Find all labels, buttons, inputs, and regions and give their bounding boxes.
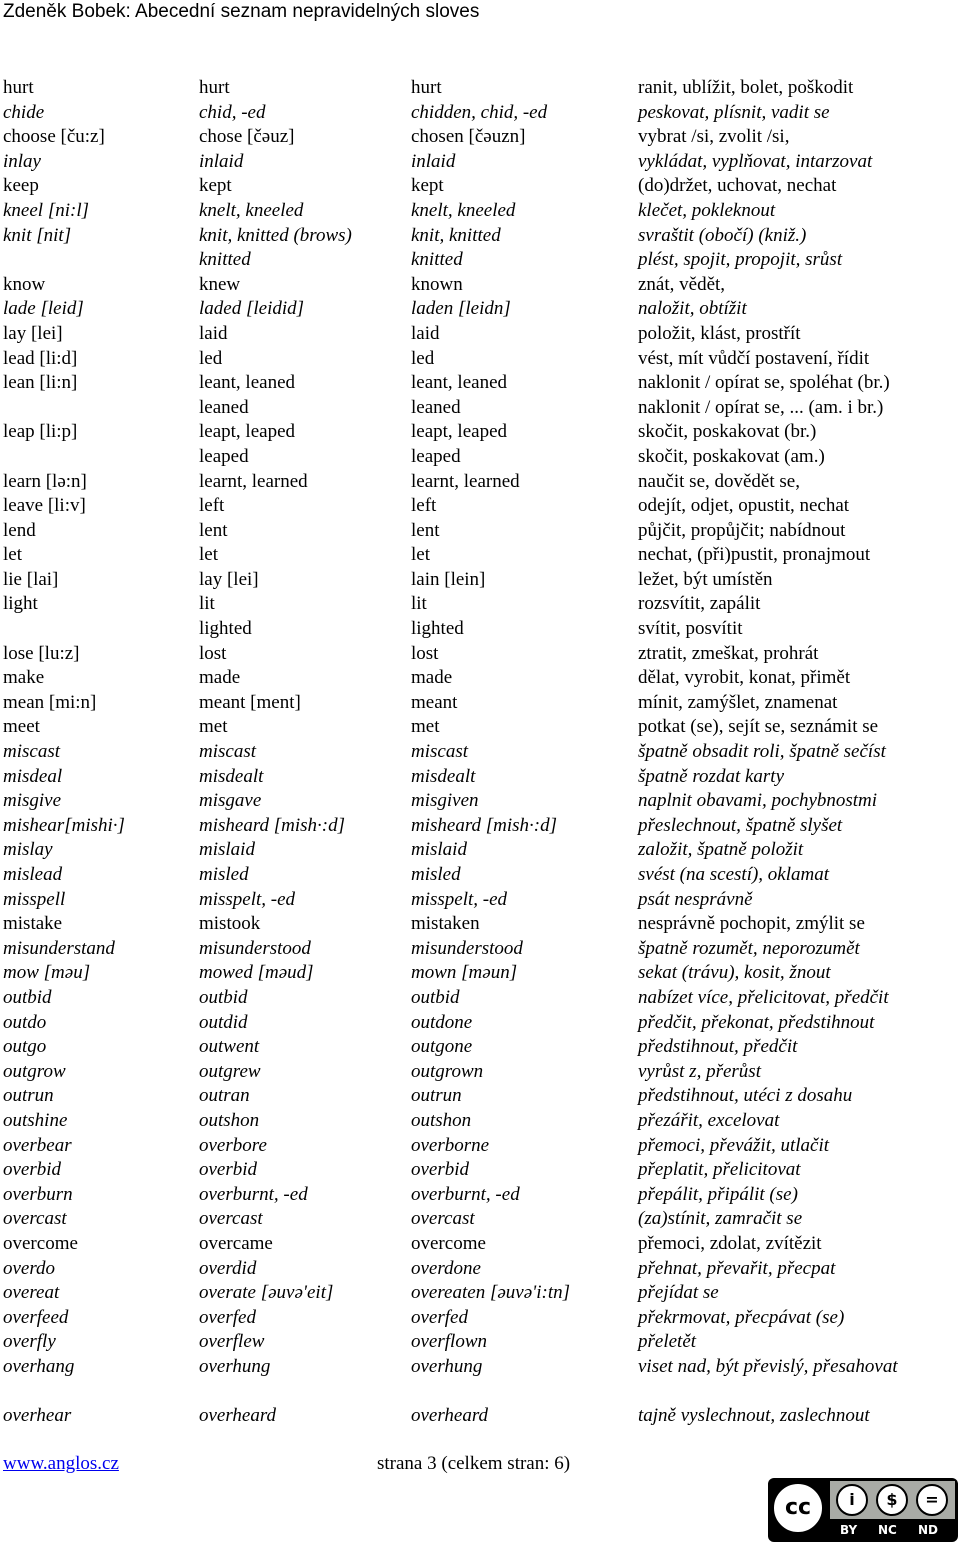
translation-cell: vyrůst z, přerůst (638, 1060, 761, 1082)
past-simple-cell: leaned (199, 396, 249, 418)
verb-row (0, 273, 960, 298)
cc-logo-icon: cc (771, 1481, 825, 1535)
past-simple-cell: kept (199, 175, 232, 197)
infinitive-cell: mean [mi:n] (3, 691, 97, 713)
past-simple-cell: misdealt (199, 765, 264, 787)
verb-row (0, 420, 960, 445)
past-participle-cell: mown [məun] (411, 962, 518, 984)
verb-row (0, 1207, 960, 1232)
past-simple-cell: overdid (199, 1257, 257, 1279)
verb-row (0, 371, 960, 396)
verb-row (0, 814, 960, 839)
translation-cell: odejít, odjet, opustit, nechat (638, 495, 850, 517)
translation-cell: vést, mít vůdčí postavení, řídit (638, 347, 870, 369)
past-participle-cell: misdealt (411, 765, 476, 787)
translation-cell: předstihnout, utéci z dosahu (638, 1085, 853, 1107)
infinitive-cell: overbid (3, 1159, 62, 1181)
verb-row (0, 863, 960, 888)
past-simple-cell: hurt (199, 77, 230, 98)
translation-cell: přejídat se (638, 1282, 719, 1304)
past-participle-cell: knit, knitted (411, 224, 501, 246)
past-simple-cell: meant [ment] (199, 691, 301, 713)
verb-row (0, 838, 960, 863)
past-participle-cell: overbid (411, 1159, 470, 1181)
past-participle-cell: knelt, kneeled (411, 199, 516, 221)
past-participle-cell: leaned (411, 396, 461, 418)
infinitive-cell: outbid (3, 986, 52, 1008)
translation-cell: vybrat /si, zvolit /si, (638, 126, 790, 148)
translation-cell: skočit, poskakovat (am.) (638, 445, 825, 467)
verb-row (0, 1404, 960, 1429)
translation-cell: tajně vyslechnout, zaslechnout (638, 1405, 870, 1427)
past-participle-cell: lent (411, 519, 440, 541)
infinitive-cell: overeat (3, 1282, 60, 1304)
translation-cell: naučit se, dovědět se, (638, 470, 800, 492)
verb-row (0, 76, 960, 101)
infinitive-cell: light (3, 593, 38, 615)
past-simple-cell: knitted (199, 249, 251, 271)
past-participle-cell: outbid (411, 986, 460, 1008)
past-simple-cell: overflew (199, 1331, 265, 1353)
past-participle-cell: lit (411, 593, 427, 615)
past-simple-cell: outgrew (199, 1060, 261, 1082)
verb-row (0, 1011, 960, 1036)
verb-row (0, 1035, 960, 1060)
past-participle-cell: lighted (411, 618, 464, 640)
translation-cell: přehnat, převařit, přecpat (638, 1257, 836, 1279)
translation-cell: špatně rozumět, neporozumět (638, 937, 860, 959)
verb-row (0, 592, 960, 617)
cc-nd-label: ND (918, 1523, 939, 1537)
past-participle-cell: laden [leidn] (411, 298, 511, 320)
past-participle-cell: mistaken (411, 913, 480, 935)
translation-cell: svítit, posvítit (638, 618, 743, 640)
infinitive-cell: know (3, 273, 46, 295)
page-number: strana 3 (celkem stran: 6) (377, 1453, 571, 1474)
verb-row (0, 568, 960, 593)
verb-row (0, 691, 960, 716)
past-participle-cell: lost (411, 642, 439, 664)
translation-cell: naložit, obtížit (638, 298, 747, 320)
verb-row (0, 937, 960, 962)
infinitive-cell: inlay (3, 150, 41, 172)
past-simple-cell: mowed [məud] (199, 962, 314, 984)
past-participle-cell: outdone (411, 1011, 473, 1033)
past-simple-cell: overcame (199, 1232, 273, 1254)
past-participle-cell: mislaid (411, 839, 467, 861)
past-participle-cell: overborne (411, 1134, 490, 1156)
past-participle-cell: met (411, 716, 440, 738)
verb-row (0, 765, 960, 790)
translation-cell: skočit, poskakovat (br.) (638, 421, 817, 443)
infinitive-cell: leave [li:v] (3, 495, 86, 517)
cc-by-label: BY (840, 1523, 858, 1537)
translation-cell: ležet, být umístěn (638, 568, 773, 590)
past-simple-cell: laded [leidid] (199, 298, 305, 320)
verb-row (0, 1330, 960, 1355)
past-simple-cell: made (199, 667, 241, 689)
past-simple-cell: overburnt, -ed (199, 1183, 308, 1205)
infinitive-cell: overdo (3, 1257, 56, 1279)
translation-cell: půjčit, propůjčit; nabídnout (638, 519, 846, 541)
past-participle-cell: let (411, 544, 430, 566)
translation-cell: znát, vědět, (638, 273, 726, 295)
verb-row (0, 396, 960, 421)
verb-row (0, 740, 960, 765)
past-simple-cell: chid, -ed (199, 101, 266, 123)
verb-row (0, 1060, 960, 1085)
past-simple-cell: leaped (199, 445, 249, 467)
infinitive-cell: leap [li:p] (3, 421, 78, 443)
past-simple-cell: mislaid (199, 839, 255, 861)
past-participle-cell: leapt, leaped (411, 421, 508, 443)
past-simple-cell: miscast (199, 741, 256, 763)
infinitive-cell: mishear[mishi·] (3, 814, 125, 836)
translation-cell: špatně obsadit roli, špatně sečíst (638, 741, 886, 763)
verb-row (0, 961, 960, 986)
infinitive-cell: miscast (3, 741, 60, 763)
past-participle-cell: overheard (411, 1405, 489, 1427)
verb-row (0, 101, 960, 126)
translation-cell: plést, spojit, propojit, srůst (638, 249, 843, 271)
verb-row (0, 322, 960, 347)
past-simple-cell: lay [lei] (199, 568, 259, 590)
past-simple-cell: lit (199, 593, 215, 615)
infinitive-cell: overbear (3, 1134, 72, 1156)
past-simple-cell: knelt, kneeled (199, 199, 304, 221)
infinitive-cell: mow [məu] (3, 962, 91, 984)
past-simple-cell: misheard [mish·:d] (199, 814, 346, 836)
translation-cell: potkat (se), sejít se, seznámit se (638, 716, 879, 738)
past-simple-cell: knit, knitted (brows) (199, 224, 352, 246)
verb-row (0, 617, 960, 642)
verb-row (0, 347, 960, 372)
past-simple-cell: laid (199, 322, 228, 344)
translation-cell: vykládat, vyplňovat, intarzovat (638, 150, 873, 172)
translation-cell: předčit, překonat, předstihnout (638, 1011, 875, 1033)
past-simple-cell: left (199, 495, 225, 517)
translation-cell: nechat, (při)pustit, pronajmout (638, 544, 871, 566)
infinitive-cell: lade [leid] (3, 298, 84, 320)
translation-cell: přezářit, excelovat (638, 1109, 780, 1131)
infinitive-cell: keep (3, 175, 39, 197)
past-participle-cell: misheard [mish·:d] (411, 814, 558, 836)
translation-cell: nabízet více, přelicitovat, předčit (638, 986, 889, 1008)
infinitive-cell: misgive (3, 790, 62, 812)
past-simple-cell: overfed (199, 1306, 256, 1328)
past-participle-cell: hurt (411, 77, 442, 98)
infinitive-cell: chide (3, 101, 45, 123)
noderivatives-icon: = (916, 1484, 948, 1516)
verb-row (0, 789, 960, 814)
infinitive-cell: misdeal (3, 765, 63, 787)
verb-row (0, 1355, 960, 1404)
past-simple-cell: lost (199, 642, 227, 664)
infinitive-cell: overcome (3, 1232, 78, 1254)
infinitive-cell: meet (3, 716, 40, 738)
translation-cell: nesprávně pochopit, zmýlit se (638, 913, 865, 935)
translation-cell: překrmovat, přecpávat (se) (638, 1306, 845, 1328)
verb-row (0, 666, 960, 691)
infinitive-cell: lend (3, 519, 36, 541)
infinitive-cell: overfly (3, 1331, 56, 1353)
past-simple-cell: mistook (199, 913, 261, 935)
past-simple-cell: outbid (199, 986, 248, 1008)
infinitive-cell: knit [nit] (3, 224, 72, 246)
translation-cell: přeslechnout, špatně slyšet (638, 814, 843, 836)
verb-row (0, 470, 960, 495)
verb-row (0, 1183, 960, 1208)
past-participle-cell: left (411, 495, 437, 517)
past-participle-cell: leaped (411, 445, 461, 467)
translation-cell: přeletět (638, 1331, 697, 1353)
cc-nc-label: NC (878, 1523, 897, 1537)
translation-cell: svraštit (obočí) (kniž.) (638, 224, 807, 246)
infinitive-cell: outdo (3, 1011, 47, 1033)
past-participle-cell: learnt, learned (411, 470, 520, 492)
infinitive-cell: overhear (3, 1405, 72, 1427)
past-participle-cell: overeaten [əuvə'i:tn] (411, 1282, 570, 1304)
past-participle-cell: led (411, 347, 435, 369)
past-simple-cell: chose [čəuz] (199, 126, 295, 148)
translation-cell: založit, špatně položit (638, 839, 804, 861)
past-simple-cell: overbid (199, 1159, 258, 1181)
translation-cell: naklonit / opírat se, spoléhat (br.) (638, 372, 890, 394)
translation-cell: (za)stínit, zamračit se (638, 1208, 803, 1230)
past-simple-cell: overate [əuvə'eit] (199, 1282, 334, 1304)
translation-cell: přeplatit, přelicitovat (638, 1159, 801, 1181)
infinitive-cell: lead [li:d] (3, 347, 78, 369)
verb-row (0, 199, 960, 224)
translation-cell: viset nad, být převislý, přesahovat (638, 1355, 898, 1377)
translation-cell: ranit, ublížit, bolet, poškodit (638, 77, 854, 98)
past-simple-cell: overbore (199, 1134, 267, 1156)
past-participle-cell: lain [lein] (411, 568, 486, 590)
past-participle-cell: knitted (411, 249, 463, 271)
past-participle-cell: leant, leaned (411, 372, 508, 394)
attribution-icon: i (836, 1484, 868, 1516)
verb-row (0, 1134, 960, 1159)
verb-row (0, 1306, 960, 1331)
translation-cell: (do)držet, uchovat, nechat (638, 175, 837, 197)
past-participle-cell: chidden, chid, -ed (411, 101, 548, 123)
past-simple-cell: knew (199, 273, 241, 295)
infinitive-cell: overcast (3, 1208, 67, 1230)
infinitive-cell: lay [lei] (3, 322, 63, 344)
past-participle-cell: laid (411, 322, 440, 344)
footer-link[interactable]: www.anglos.cz (3, 1453, 119, 1474)
past-participle-cell: misunderstood (411, 937, 523, 959)
verb-row (0, 224, 960, 249)
past-simple-cell: misgave (199, 790, 262, 812)
translation-cell: peskovat, plísnit, vadit se (638, 101, 830, 123)
past-participle-cell: outgrown (411, 1060, 484, 1082)
verb-row (0, 888, 960, 913)
verb-row (0, 1109, 960, 1134)
past-participle-cell: kept (411, 175, 444, 197)
verb-row (0, 642, 960, 667)
translation-cell: přemoci, zdolat, zvítězit (638, 1232, 822, 1254)
infinitive-cell: make (3, 667, 45, 689)
past-participle-cell: misled (411, 864, 461, 885)
past-participle-cell: overdone (411, 1257, 481, 1279)
verb-row (0, 1158, 960, 1183)
infinitive-cell: hurt (3, 77, 34, 98)
infinitive-cell: kneel [ni:l] (3, 199, 90, 221)
verb-row (0, 543, 960, 568)
infinitive-cell: mistake (3, 913, 63, 935)
verb-row (0, 715, 960, 740)
verb-row (0, 445, 960, 470)
infinitive-cell: misunderstand (3, 937, 115, 959)
past-participle-cell: inlaid (411, 150, 456, 172)
past-simple-cell: misled (199, 864, 249, 885)
past-participle-cell: outshon (411, 1109, 472, 1131)
past-participle-cell: misgiven (411, 790, 479, 812)
past-simple-cell: inlaid (199, 150, 244, 172)
infinitive-cell: lie [lai] (3, 568, 59, 590)
page-header: Zdeněk Bobek: Abecední seznam nepravidelných sloves (3, 1, 480, 22)
past-simple-cell: learnt, learned (199, 470, 308, 492)
infinitive-cell: overhang (3, 1355, 75, 1377)
verb-row (0, 494, 960, 519)
past-simple-cell: outshon (199, 1109, 260, 1131)
infinitive-cell: outgo (3, 1036, 47, 1058)
past-participle-cell: made (411, 667, 453, 689)
past-simple-cell: leant, leaned (199, 372, 296, 394)
translation-cell: naplnit obavami, pochybnostmi (638, 790, 878, 812)
verb-row (0, 1084, 960, 1109)
infinitive-cell: overfeed (3, 1306, 69, 1328)
past-simple-cell: overhung (199, 1355, 271, 1377)
infinitive-cell: lean [li:n] (3, 372, 78, 394)
translation-cell: sekat (trávu), kosit, žnout (638, 962, 831, 984)
past-participle-cell: overhung (411, 1355, 483, 1377)
infinitive-cell: outgrow (3, 1060, 66, 1082)
verb-row (0, 1257, 960, 1282)
verb-table (0, 76, 960, 1429)
past-participle-cell: outgone (411, 1036, 473, 1058)
past-simple-cell: lent (199, 519, 228, 541)
past-simple-cell: outwent (199, 1036, 260, 1058)
past-simple-cell: misunderstood (199, 937, 311, 959)
past-simple-cell: led (199, 347, 223, 369)
past-simple-cell: misspelt, -ed (199, 888, 296, 910)
past-participle-cell: overcast (411, 1208, 475, 1230)
verb-row (0, 986, 960, 1011)
translation-cell: přepálit, připálit (se) (638, 1183, 798, 1205)
past-participle-cell: overflown (411, 1331, 487, 1353)
past-participle-cell: meant (411, 691, 458, 713)
translation-cell: klečet, pokleknout (638, 199, 776, 221)
translation-cell: naklonit / opírat se, ... (am. i br.) (638, 396, 884, 418)
verb-row (0, 912, 960, 937)
past-simple-cell: outran (199, 1085, 250, 1107)
past-participle-cell: miscast (411, 741, 468, 763)
verb-row (0, 174, 960, 199)
translation-cell: předstihnout, předčit (638, 1036, 798, 1058)
verb-row (0, 248, 960, 273)
past-simple-cell: met (199, 716, 228, 738)
past-participle-cell: outrun (411, 1085, 462, 1107)
past-participle-cell: chosen [čəuzn] (411, 126, 526, 148)
translation-cell: přemoci, převážit, utlačit (638, 1134, 830, 1156)
translation-cell: ztratit, zmeškat, prohrát (638, 642, 819, 664)
translation-cell: položit, klást, prostřít (638, 322, 801, 344)
past-participle-cell: overburnt, -ed (411, 1183, 520, 1205)
past-participle-cell: overfed (411, 1306, 468, 1328)
past-simple-cell: lighted (199, 618, 252, 640)
infinitive-cell: mislay (3, 839, 53, 861)
past-participle-cell: overcome (411, 1232, 486, 1254)
infinitive-cell: overburn (3, 1183, 73, 1205)
past-simple-cell: leapt, leaped (199, 421, 296, 443)
infinitive-cell: choose [ču:z] (3, 126, 105, 148)
translation-cell: svést (na scestí), oklamat (638, 864, 830, 885)
infinitive-cell: misspell (3, 888, 66, 910)
translation-cell: rozsvítit, zapálit (638, 593, 761, 615)
translation-cell: špatně rozdat karty (638, 765, 785, 787)
verb-row (0, 125, 960, 150)
past-participle-cell: known (411, 273, 463, 295)
verb-row (0, 1281, 960, 1306)
verb-row (0, 150, 960, 175)
verb-row (0, 297, 960, 322)
past-simple-cell: overcast (199, 1208, 263, 1230)
past-simple-cell: outdid (199, 1011, 248, 1033)
translation-cell: mínit, zamýšlet, znamenat (638, 691, 838, 713)
past-simple-cell: overheard (199, 1405, 277, 1427)
infinitive-cell: outshine (3, 1109, 68, 1131)
verb-row (0, 1232, 960, 1257)
past-simple-cell: let (199, 544, 218, 566)
past-participle-cell: misspelt, -ed (411, 888, 508, 910)
translation-cell: dělat, vyrobit, konat, přimět (638, 667, 851, 689)
infinitive-cell: outrun (3, 1085, 54, 1107)
translation-cell: psát nesprávně (638, 888, 753, 910)
cc-license-badge[interactable] (768, 1478, 958, 1542)
verb-row (0, 519, 960, 544)
infinitive-cell: learn [lə:n] (3, 470, 87, 492)
infinitive-cell: lose [lu:z] (3, 642, 80, 664)
infinitive-cell: let (3, 544, 22, 566)
infinitive-cell: mislead (3, 864, 63, 885)
noncommercial-icon: $ (876, 1484, 908, 1516)
